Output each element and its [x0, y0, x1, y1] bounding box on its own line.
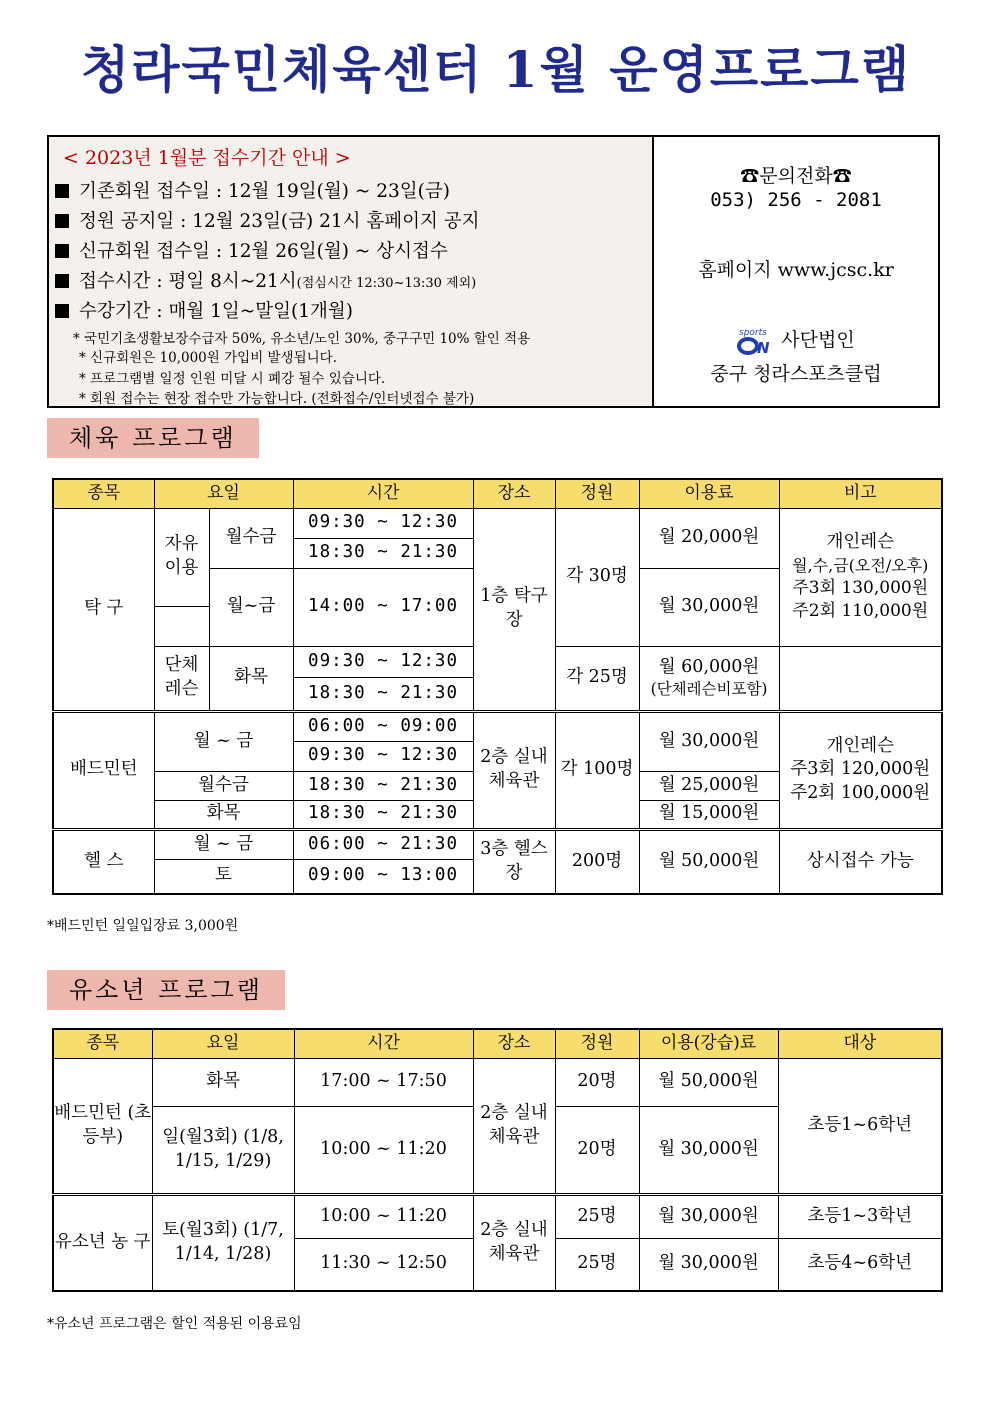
table-row: 월~금 14:00 ~ 17:00 월 30,000원 — [53, 568, 942, 606]
table-row: 18:30 ~ 21:30 — [53, 677, 942, 711]
youth-program-table — [52, 1028, 943, 1292]
notice-note: * 신규회원은 10,000원 가입비 발생됩니다. — [79, 350, 338, 366]
contact-panel — [654, 137, 938, 406]
notice-line: 접수시간 : 평일 8시~21시(점심시간 12:30~13:30 제외) — [55, 267, 476, 293]
table-row: 11:30 ~ 12:50 25명 월 30,000원 초등4~6학년 — [53, 1238, 942, 1291]
sports-on-logo-icon — [737, 326, 779, 356]
square-bullet-icon — [55, 274, 69, 288]
table-row: 일(월3회) (1/8, 1/15, 1/29) 10:00 ~ 11:20 20명 월 30,000원 — [53, 1106, 942, 1194]
notice-line: 기존회원 접수일 : 12월 19일(월) ~ 23일(금) — [55, 177, 450, 203]
notice-note: * 회원 접수는 현장 접수만 가능합니다. (전화접수/인터넷접수 불가) — [79, 391, 475, 407]
org-name: sports N 사단법인 — [739, 328, 855, 356]
contact-label: ☎문의전화☎ — [740, 165, 852, 187]
table-row: 배드민턴 (초등부) 화목 17:00 ~ 17:50 2층 실내 체육관 20명 월 50,000원 초등1~6학년 — [53, 1058, 942, 1106]
notice-note: * 국민기초생활보장수급자 50%, 유소년/노인 30%, 중구구민 10% 할인 적용 — [73, 331, 531, 347]
square-bullet-icon — [55, 184, 69, 198]
table-row: 토 09:00 ~ 13:00 — [53, 859, 942, 894]
table-row: 탁 구 자유 이용 월수금 09:30 ~ 12:30 1층 탁구장 각 30명 월 20,000원 개인레슨 월,수,금(오전/오후) 주3회 130,000원 주2회 110,000원 — [53, 508, 942, 538]
square-bullet-icon — [55, 304, 69, 318]
table-row: 18:30 ~ 21:30 — [53, 538, 942, 568]
notice-heading: < 2023년 1월분 접수기간 안내 > — [63, 147, 351, 169]
table-header-row: 종목 요일 시간 장소 정원 이용(강습)료 대상 — [53, 1029, 942, 1058]
table-row: 09:30 ~ 12:30 — [53, 741, 942, 771]
table-row: 월수금 18:30 ~ 21:30 월 25,000원 — [53, 771, 942, 800]
page-title: 청라국민체육센터 1월 운영프로그램 — [80, 40, 912, 99]
table-row: 화목 18:30 ~ 21:30 월 15,000원 — [53, 800, 942, 829]
registration-info-box — [47, 135, 940, 408]
homepage-link: 홈페이지 www.jcsc.kr — [698, 259, 894, 281]
table-row: 단체 레슨 화목 09:30 ~ 12:30 각 25명 월 60,000원 (단체레슨비포함) — [53, 646, 942, 677]
svg-text:sports: sports — [739, 328, 768, 338]
sports-section-title: 체육 프로그램 — [47, 418, 259, 458]
phone-number: 053) 256 - 2081 — [710, 189, 882, 211]
notice-note: * 프로그램별 일정 인원 미달 시 폐강 될수 있습니다. — [79, 371, 386, 387]
notice-line: 수강기간 : 매월 1일~말일(1개월) — [55, 297, 353, 323]
notice-line: 정원 공지일 : 12월 23일(금) 21시 홈페이지 공지 — [55, 207, 480, 233]
table-row: 유소년 농 구 토(월3회) (1/7, 1/14, 1/28) 10:00 ~ 11:20 2층 실내 체육관 25명 월 30,000원 초등1~3학년 — [53, 1194, 942, 1238]
youth-footnote: *유소년 프로그램은 할인 적용된 이용료임 — [47, 1316, 302, 1332]
sports-program-table — [52, 478, 943, 895]
table-header-row: 종목 요일 시간 장소 정원 이용료 비고 — [53, 479, 942, 508]
square-bullet-icon — [55, 244, 69, 258]
registration-notice — [49, 137, 654, 406]
table-row: 배드민턴 월 ~ 금 06:00 ~ 09:00 2층 실내 체육관 각 100명 월 30,000원 개인레슨 주3회 120,000원 주2회 100,000원 — [53, 711, 942, 741]
square-bullet-icon — [55, 214, 69, 228]
org-full-name: 중구 청라스포츠클럽 — [710, 363, 882, 385]
svg-text:N: N — [757, 339, 770, 356]
table-row: 헬 스 월 ~ 금 06:00 ~ 21:30 3층 헬스장 200명 월 50,000원 상시접수 가능 — [53, 829, 942, 859]
sports-footnote: *배드민턴 일일입장료 3,000원 — [47, 918, 239, 934]
notice-line: 신규회원 접수일 : 12월 26일(월) ~ 상시접수 — [55, 237, 448, 263]
youth-section-title: 유소년 프로그램 — [47, 970, 285, 1010]
